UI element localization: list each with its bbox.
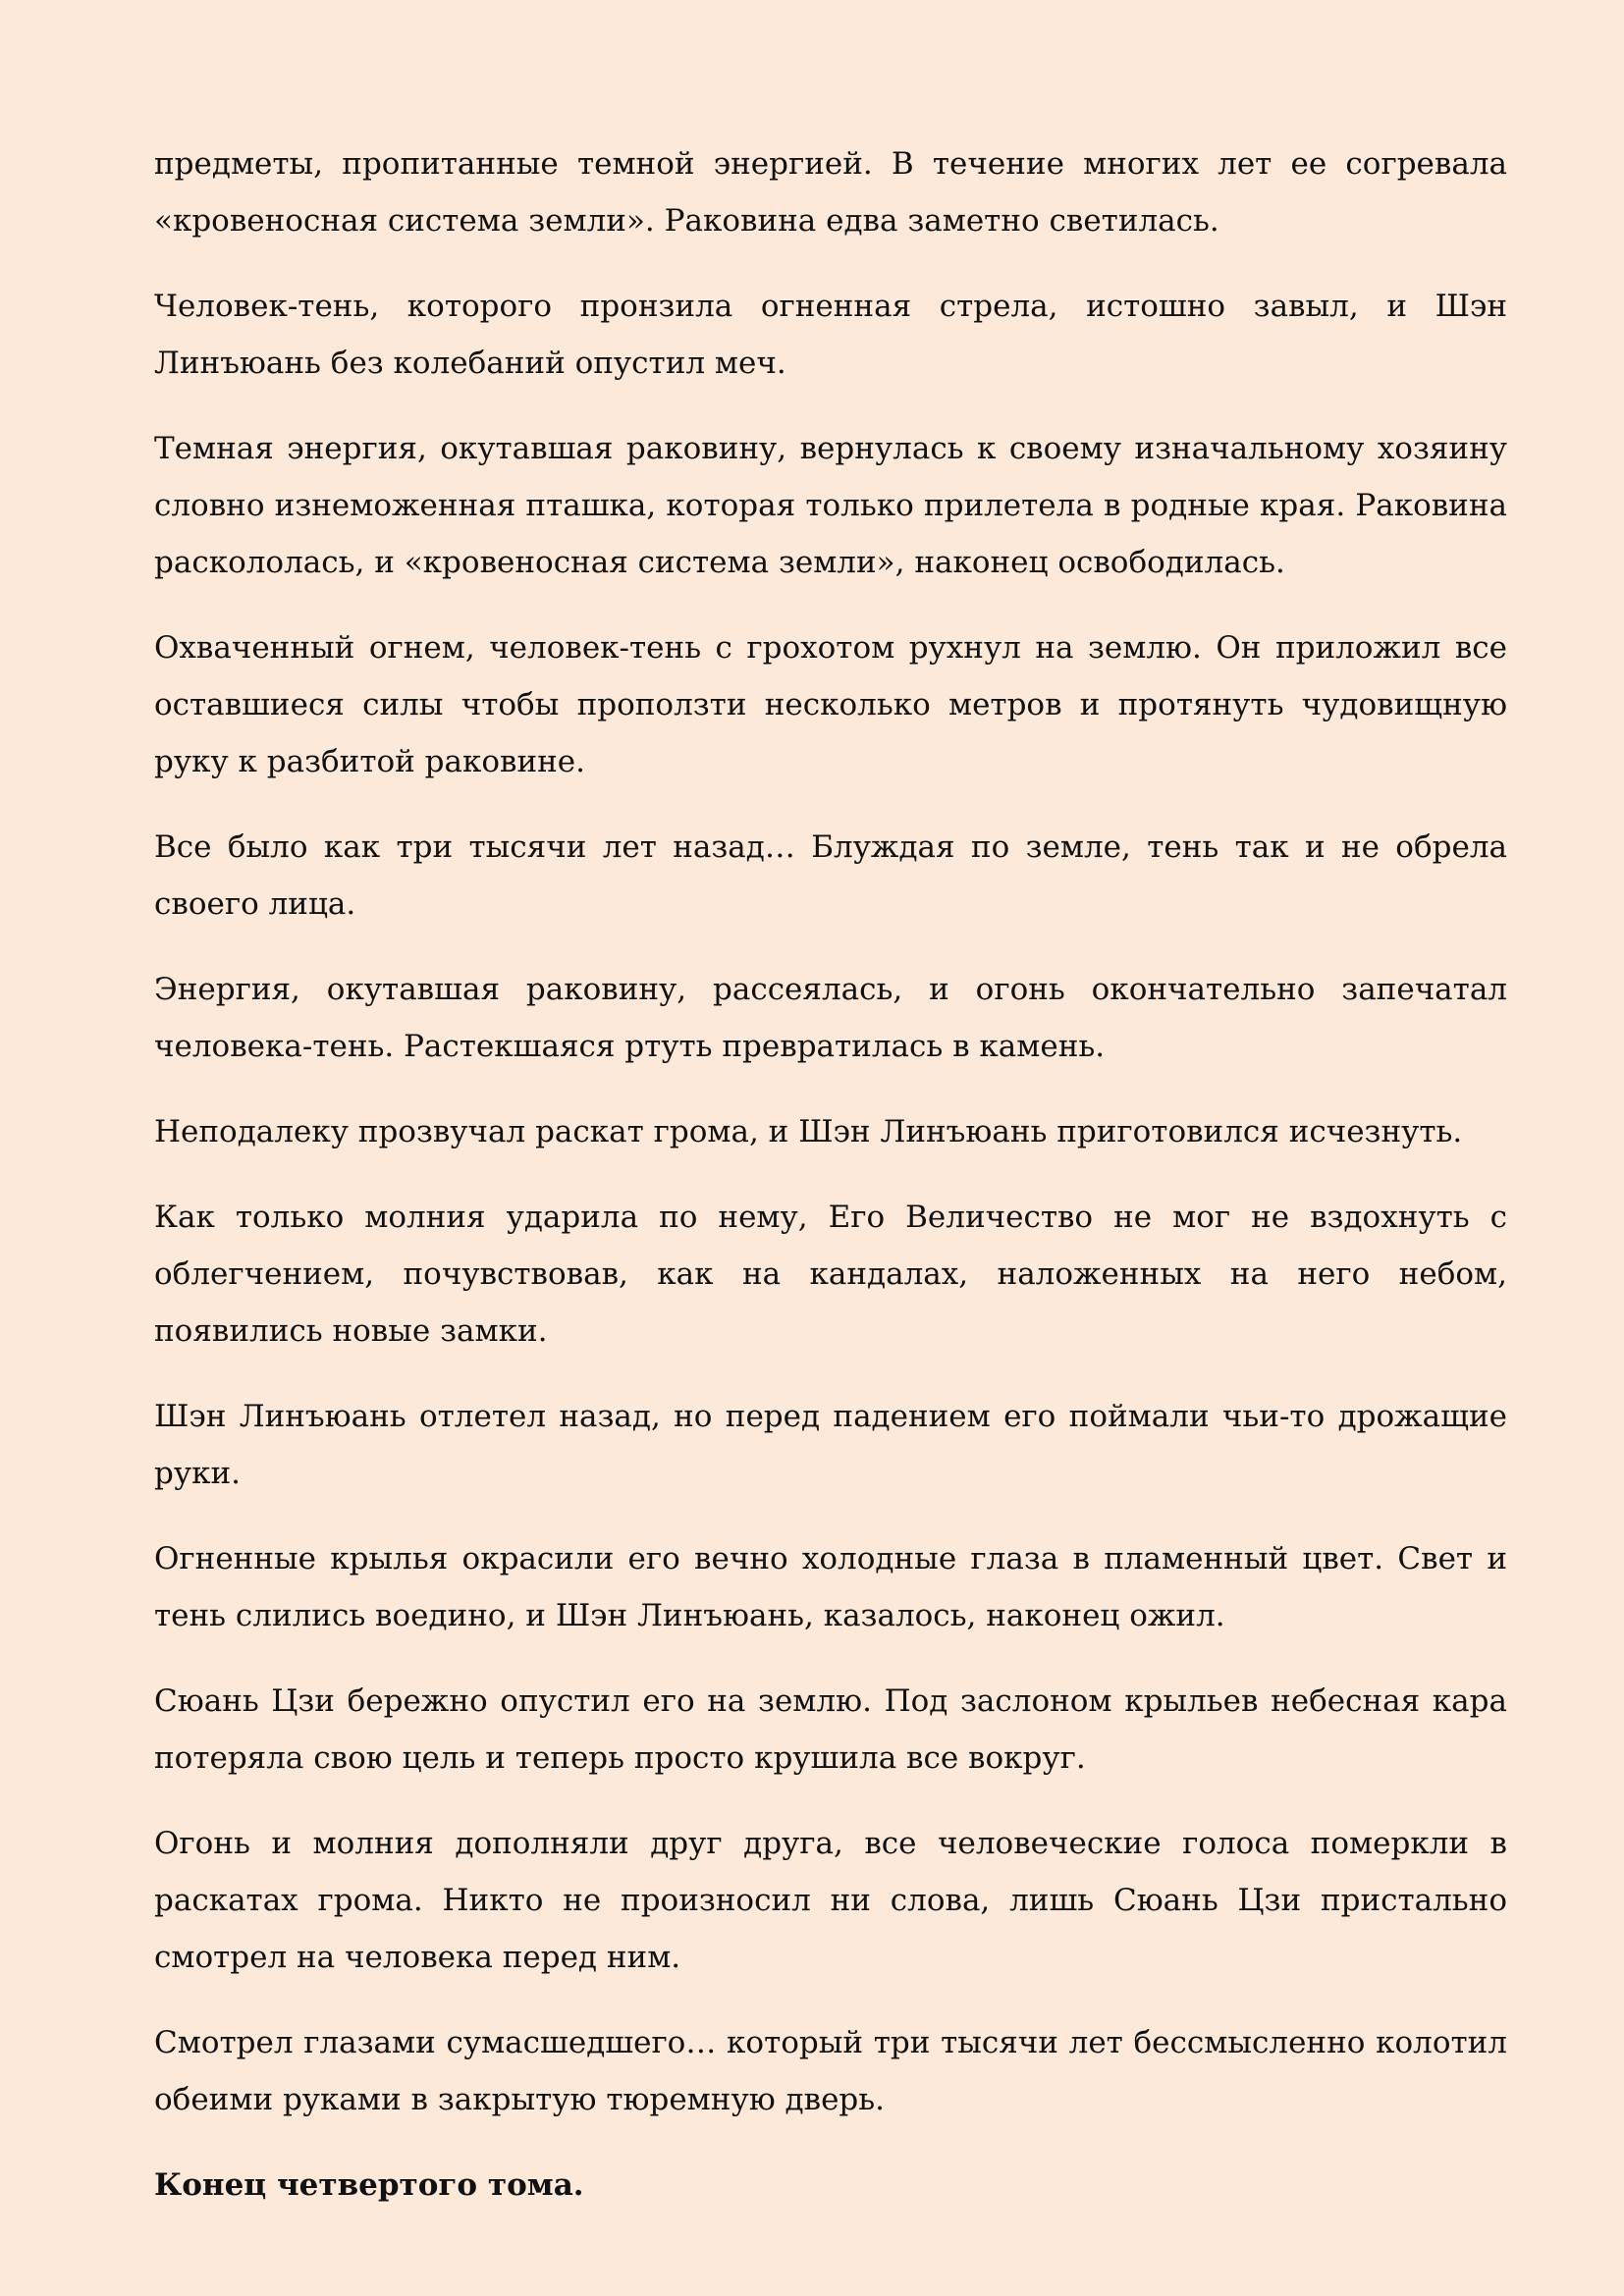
paragraph-1: предметы, пропитанные темной энергией. В течение многих лет ее согревала «кровеносная система земли». Раковина едва заметно светилась. bbox=[154, 146, 1507, 239]
paragraph-8: Как только молния ударила по нему, Его Величество не мог не вздохнуть с облегчением, почувствовав, как на кандалах, наложенных на него небом, появились новые замки. bbox=[154, 1200, 1507, 1349]
paragraph-11: Сюань Цзи бережно опустил его на землю. Под заслоном крыльев небесная кара потеряла свою цель и теперь просто крушила все вокруг. bbox=[154, 1683, 1507, 1776]
paragraph-12: Огонь и молния дополняли друг друга, все человеческие голоса померкли в раскатах грома. Никто не произносил ни слова, лишь Сюань Цзи пристально смотрел на человека перед ним. bbox=[154, 1826, 1507, 1975]
paragraph-2: Человек-тень, которого пронзила огненная стрела, истошно завыл, и Шэн Линъюань без колебаний опустил меч. bbox=[154, 289, 1507, 381]
paragraph-6: Энергия, окутавшая раковину, рассеялась, и огонь окончательно запечатал человека-тень. Растекшаяся ртуть превратилась в камень. bbox=[154, 972, 1507, 1064]
paragraph-13: Смотрел глазами сумасшедшего… который три тысячи лет бессмысленно колотил обеими руками в закрытую тюремную дверь. bbox=[154, 2025, 1507, 2117]
paragraph-4: Охваченный огнем, человек-тень с грохотом рухнул на землю. Он приложил все оставшиеся силы чтобы проползти несколько метров и протянуть чудовищную руку к разбитой раковине. bbox=[154, 630, 1507, 779]
page-body bbox=[154, 135, 1507, 2242]
paragraph-7: Неподалеку прозвучал раскат грома, и Шэн Линъюань приготовился исчезнуть. bbox=[154, 1114, 1463, 1149]
paragraph-9: Шэн Линъюань отлетел назад, но перед падением его поймали чьи-то дрожащие руки. bbox=[154, 1399, 1507, 1491]
paragraph-10: Огненные крылья окрасили его вечно холодные глаза в пламенный цвет. Свет и тень слились воедино, и Шэн Линъюань, казалось, наконец ожил. bbox=[154, 1541, 1507, 1633]
paragraph-5: Все было как три тысячи лет назад… Блуждая по земле, тень так и не обрела своего лица. bbox=[154, 829, 1507, 922]
volume-ending: Конец четвертого тома. bbox=[154, 2167, 584, 2203]
paragraph-3: Темная энергия, окутавшая раковину, вернулась к своему изначальному хозяину словно изнеможенная пташка, которая только прилетела в родные края. Раковина раскололась, и «кровеносная система земли», наконец освободилась. bbox=[154, 431, 1507, 580]
